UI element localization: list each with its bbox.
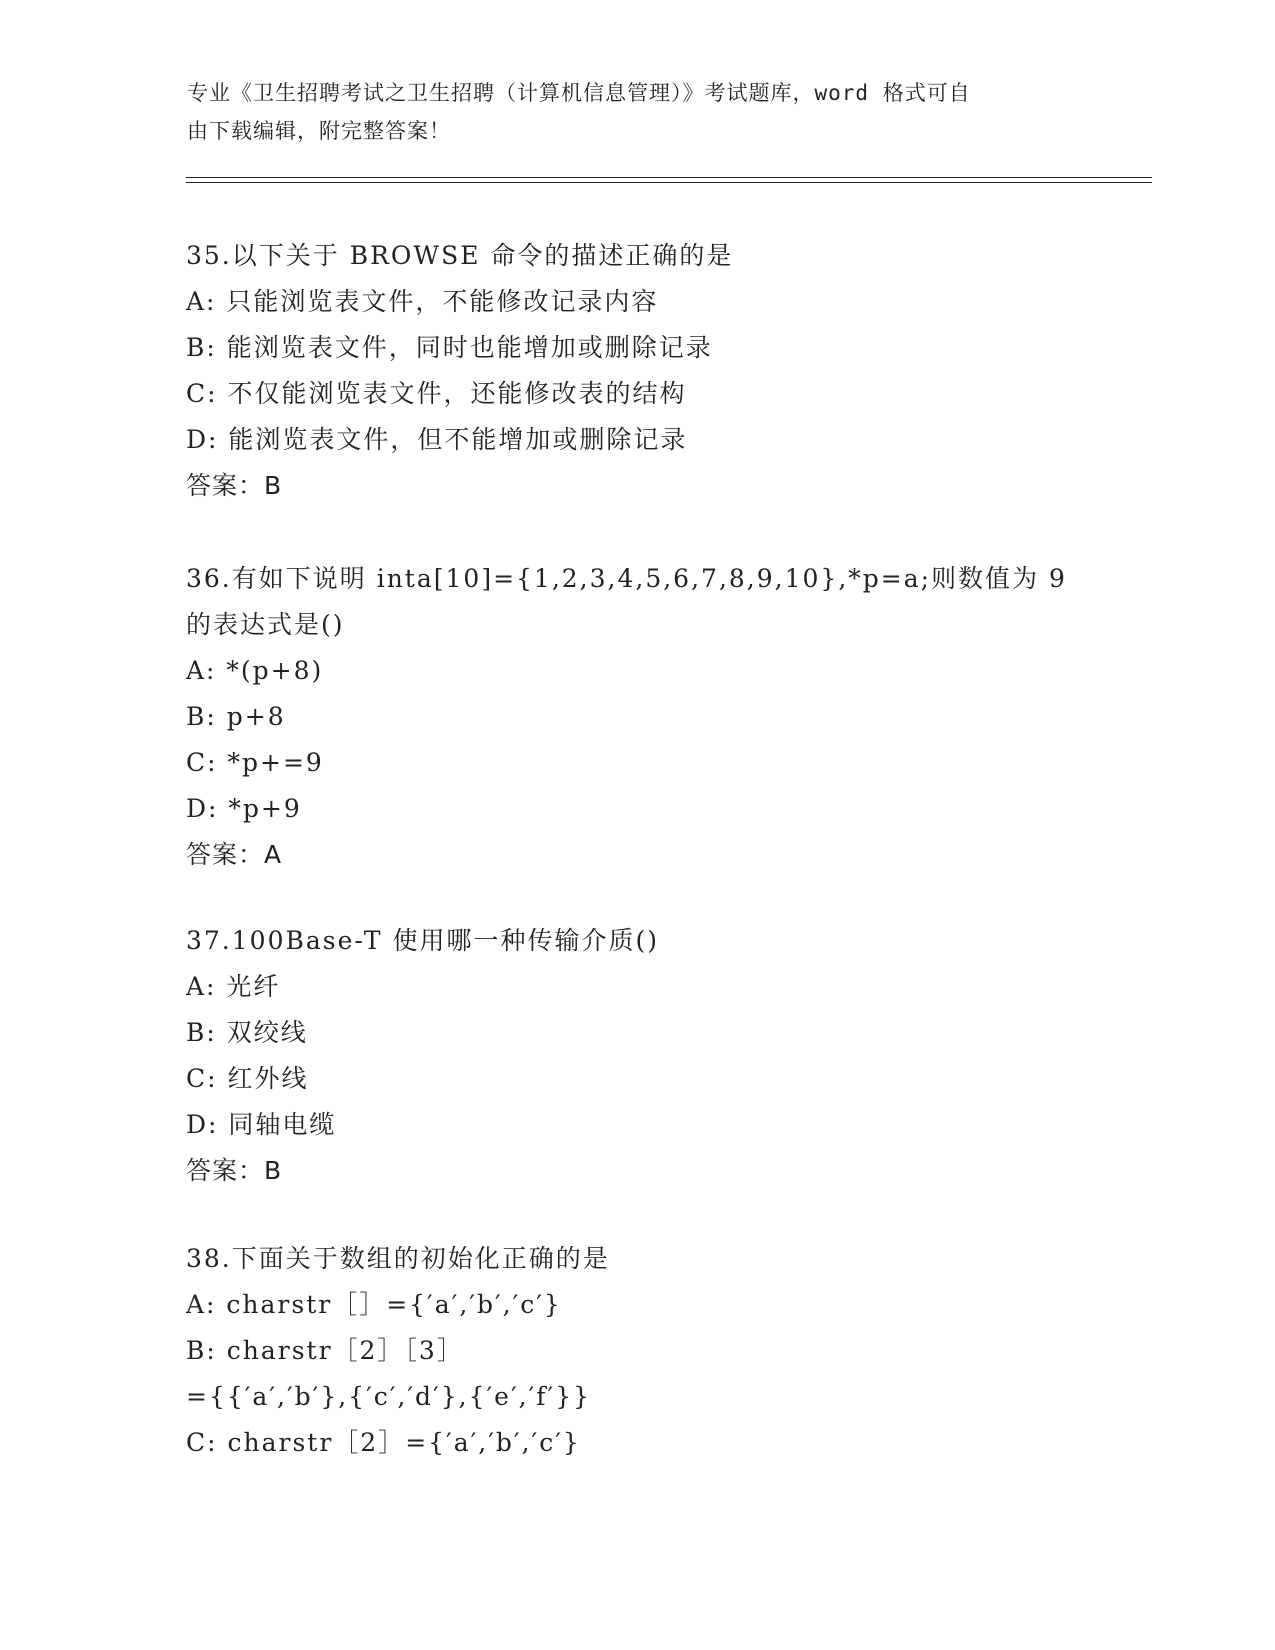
question-stem: 36.有如下说明 inta[10]={1,2,3,4,5,6,7,8,9,10},*p=a;则数值为 9 <box>186 564 1067 593</box>
option-c: C: *p+=9 <box>186 748 324 777</box>
option-d: D: 能浏览表文件，但不能增加或删除记录 <box>186 425 688 454</box>
option-b: B: charstr［2］［3］ <box>186 1336 464 1365</box>
question-35 <box>186 233 1086 509</box>
option-b-continued: ={{′a′,′b′},{′c′,′d′},{′e′,′f′}} <box>186 1382 592 1411</box>
option-d: D: 同轴电缆 <box>186 1110 337 1139</box>
question-stem: 35.以下关于 BROWSE 命令的描述正确的是 <box>186 241 734 270</box>
option-a: A: 光纤 <box>186 972 281 1001</box>
answer-line: 答案：A <box>186 840 283 869</box>
answer-line: 答案：B <box>186 471 283 500</box>
option-a: A: charstr［］={′a′,′b′,′c′} <box>186 1290 562 1319</box>
option-c: C: 不仅能浏览表文件，还能修改表的结构 <box>186 379 687 408</box>
header-divider-top <box>186 177 1152 178</box>
question-38 <box>186 1236 1086 1466</box>
question-stem: 38.下面关于数组的初始化正确的是 <box>186 1244 610 1273</box>
option-d: D: *p+9 <box>186 794 302 823</box>
option-c: C: charstr［2］={′a′,′b′,′c′} <box>186 1428 581 1457</box>
option-b: B: 双绞线 <box>186 1018 308 1047</box>
answer-line: 答案：B <box>186 1156 283 1185</box>
question-36 <box>186 556 1086 878</box>
option-b: B: p+8 <box>186 702 286 731</box>
question-37 <box>186 918 1086 1194</box>
option-c: C: 红外线 <box>186 1064 309 1093</box>
document-header <box>187 74 1087 150</box>
header-divider-bottom <box>186 182 1152 183</box>
header-line-2: 由下载编辑，附完整答案！ <box>187 119 451 143</box>
question-stem-continued: 的表达式是() <box>186 610 345 639</box>
question-stem: 37.100Base-T 使用哪一种传输介质() <box>186 926 660 955</box>
header-line-1: 专业《卫生招聘考试之卫生招聘（计算机信息管理）》考试题库，word 格式可自 <box>187 81 971 105</box>
option-b: B: 能浏览表文件，同时也能增加或删除记录 <box>186 333 713 362</box>
option-a: A: 只能浏览表文件，不能修改记录内容 <box>186 287 659 316</box>
option-a: A: *(p+8) <box>186 656 324 685</box>
